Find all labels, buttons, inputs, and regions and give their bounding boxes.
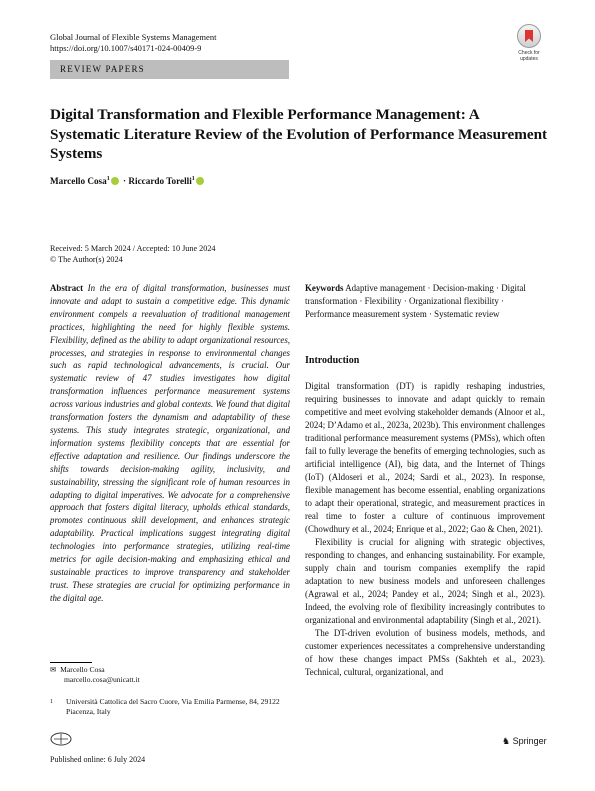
paragraph: The DT-driven evolution of business models, methods, and customer experiences necessitates a comprehensive understanding of how these changes impact PMSs (Sakhteh et al., 2023). Technical, cultural, organizational, and [305,628,545,677]
received-accepted: Received: 5 March 2024 / Accepted: 10 June 2024 [50,244,216,253]
affiliation [50,697,290,717]
author-name[interactable]: Riccardo Torelli [128,176,192,187]
copyright-line: © The Author(s) 2024 [50,255,123,264]
affiliation-marker: 1 [106,176,110,182]
springer-logo [502,736,547,747]
contact-name: Marcello Cosa [60,665,105,674]
journal-name: Global Journal of Flexible Systems Management [50,32,217,42]
orcid-icon[interactable] [196,177,204,185]
check-updates-label: Check for updates [518,50,540,62]
affiliation-text: Università Cattolica del Sacro Cuore, Via Emilia Parmense, 84, 29122 Piacenza, Italy [66,697,280,716]
keywords [305,282,550,321]
check-for-updates-badge[interactable] [512,24,546,62]
author-name[interactable]: Marcello Cosa [50,176,107,187]
author-separator: · [123,176,127,187]
article-dates [50,243,216,265]
article-type-label: REVIEW PAPERS [60,64,145,74]
article-title: Digital Transformation and Flexible Performance Management: A Systematic Literature Review of the Evolution of Performance Measurement Systems [50,106,548,162]
abstract-label: Abstract [50,283,84,293]
introduction-body [305,380,545,679]
springer-horse-icon: ♞ [502,736,511,746]
contact-email[interactable]: marcello.cosa@unicatt.it [64,675,140,684]
affiliation-marker: 1 [191,176,195,182]
affiliation-number: 1 [50,699,53,705]
journal-header [50,32,216,54]
keywords-label: Keywords [305,283,344,293]
publisher-name: Springer [512,736,547,746]
orcid-icon[interactable] [111,177,119,185]
keywords-text: Adaptive management · Decision-making · Digital transformation · Flexibility · Organizational flexibility · Performance measurement system · Systematic review [305,283,526,319]
published-online: Published online: 6 July 2024 [50,755,146,764]
paragraph: Digital transformation (DT) is rapidly reshaping industries, requiring businesses to innovate and adapt quickly to remain competitive and meet evolving stakeholder demands (Alnoor et al., 2024; D’Adamo et al., 2023a, 2023b). This environment challenges traditional performance measurement systems (PMSs), which often fail to fully leverage the benefits of emerging technologies, such as artificial intelligence (AI), big data, and the Internet of Things (IoT) (Aldoseri et al., 2024; Sardi et al., 2023). In response, flexible management has become essential, enabling organizations to adapt their operational, strategic, and measurement practices in real time to foster a culture of continuous improvement (Chowdhury et al., 2024; Enrique et al., 2022; Gao & Chen, 2021). [305,381,545,534]
abstract-text: In the era of digital transformation, businesses must innovate and adapt to sustain a competitive edge. This dynamic environment compels a reevaluation of traditional management practices, highlighting the need for highly flexible systems. Flexibility, defined as the ability to adapt organizational resources, processes, and strategies in response to environmental changes such as rapid technological advancements, is crucial. Our systematic review of 47 studies investigates how digital transformation influences performance measurement systems across various industries and global contexts. We found that digital transformation fosters the dynamism and adaptability of these systems. This study integrates strategic, organizational, and information systems flexibility concepts that are essential for effective adaptation and resilience. Our findings underscore the shifts towards decision-making agility, inclusivity, and sustainability, stressing the significant role of human resources in adapting to digital imperatives. We advocate for a comprehensive approach that fosters digital literacy, upholds ethical standards, promotes continuous skill development, and enhances strategic adaptability. Practical implications suggest integrating digital technologies into performance strategies, utilizing real-time metrics for agile decision-making and emphasizing ethical and sustainable practices to improve transparency and stakeholder trust. These strategies are crucial for optimizing performance in the digital age. [50,283,290,603]
envelope-icon: ✉ [50,665,57,674]
section-heading: Introduction [305,355,360,366]
publisher-logo-icon [50,732,72,746]
abstract [50,282,290,605]
doi-link[interactable]: https://doi.org/10.1007/s40171-024-00409-9 [50,43,202,53]
article-type-banner [50,60,289,79]
author-list [50,176,206,186]
corresponding-author [50,665,140,685]
footnote-rule [50,662,92,663]
paragraph: Flexibility is crucial for aligning with strategic objectives, responding to changes, and enhancing sustainability. For example, supply chain and tourism companies exemplify the rapid adaptation to new business models and unforeseen challenges (Agrawal et al., 2024; Pandey et al., 2024; Singh et al., 2023). Indeed, the evolving role of flexibility increasingly contributes to organizational and environmental adaptability (Singh et al., 2021). [305,537,545,625]
bookmark-icon [517,24,541,48]
